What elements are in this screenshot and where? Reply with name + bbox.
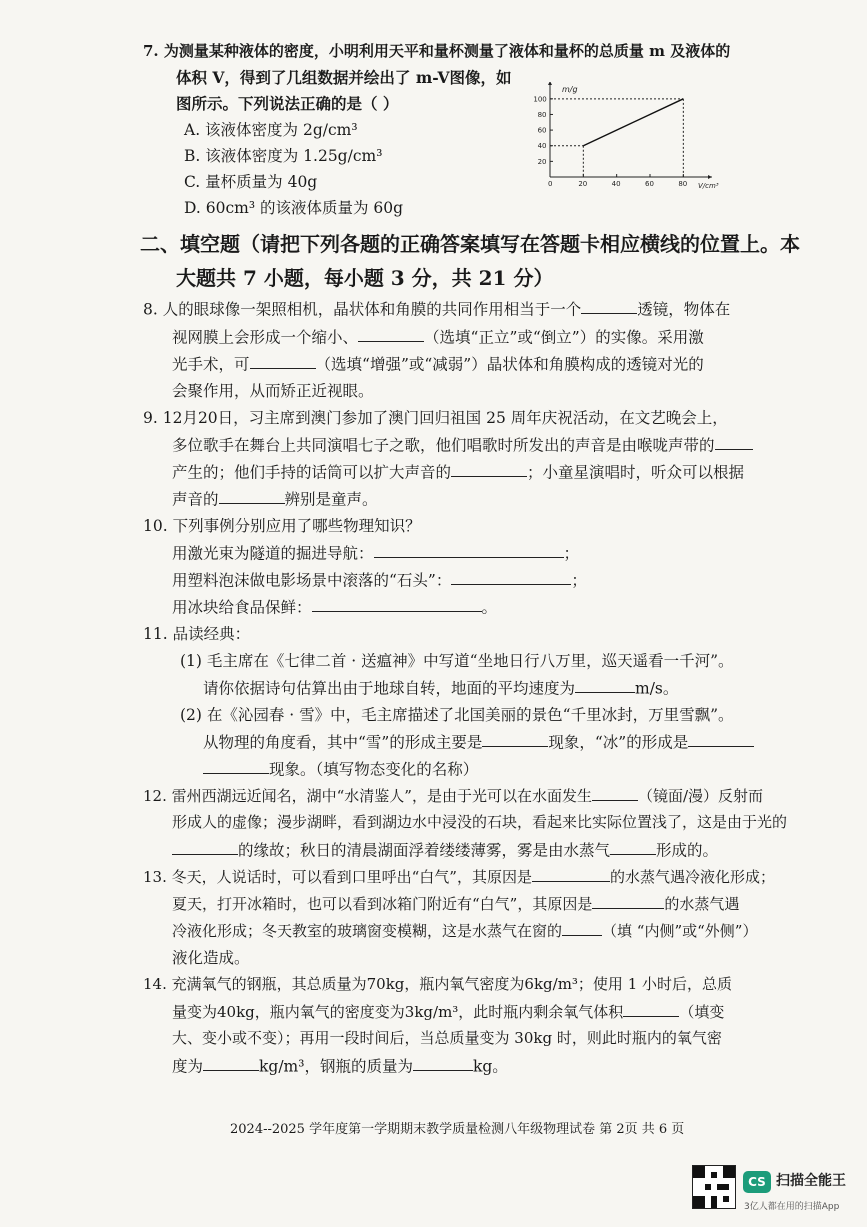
q7-line2: 体积 V，得到了几组数据并绘出了 m-V图像，如 [176,68,512,87]
qr-code [692,1165,736,1209]
y-tick-label: 80 [537,110,547,119]
chart-ticks [533,95,687,188]
q14-line2: 量变为40kg，瓶内氧气的密度变为3kg/m³，此时瓶内剩余氧气体积 （填变 [172,1000,724,1022]
q14-line4: 度为 kg/m³，钢瓶的质量为 kg。 [172,1054,508,1076]
q13-line2: 夏天，打开冰箱时，也可以看到冰箱门附近有“白气”，其原因是 的水蒸气遇 [172,892,739,914]
y-tick-label: 60 [537,126,547,135]
chart-ylabel: m/g [562,85,578,94]
blank [581,297,637,314]
blank [451,460,527,477]
blank [482,730,548,747]
q11-line6: 现象。（填写物态变化的名称） [203,757,478,779]
y-axis-arrow [548,82,552,85]
q12-line3: 的缘故；秋日的清晨湖面浮着缕缕薄雾，雾是由水蒸气 形成的。 [172,838,718,860]
section-2-title: 二、填空题（请把下列各题的正确答案填写在答题卡相应横线的位置上。本 [140,232,800,256]
camscanner-logo: CS [743,1171,771,1193]
blank [451,568,571,585]
x-tick-label: 60 [645,180,654,188]
q8-line4: 会聚作用，从而矫正近视眼。 [172,382,374,400]
blank [575,676,635,693]
q14-line3: 大、变小或不变）；再用一段时间后，当总质量变为 30kg 时，则此时瓶内的氧气密 [172,1029,722,1047]
section-2-subtitle: 大题共 7 小题，每小题 3 分，共 21 分） [176,266,554,290]
q13-line3: 冷液化形成；冬天教室的玻璃窗变模糊，这是水蒸气在窗的 （填 “内侧”或“外侧”） [172,919,757,941]
q7-option-d: D. 60cm³ 的该液体质量为 60g [184,199,404,217]
m-v-chart [528,82,724,200]
x-tick-label: 80 [678,180,688,188]
y-tick-label: 40 [537,142,547,151]
x-tick-label: 0 [548,180,553,188]
scanner-tagline: 3亿人都在用的扫描App [744,1202,840,1212]
blank [358,325,424,342]
scanner-brand: 扫描全能王 [776,1173,846,1189]
blank [250,352,316,369]
q12-line1: 12. 雷州西湖远近闻名，湖中“水清鉴人”，是由于光可以在水面发生 （镜面/漫）反射而 [143,784,763,806]
q11-line4: (2) 在《沁园春 · 雪》中，毛主席描述了北国美丽的景色“千里冰封，万里雪飘”。 [180,706,734,724]
blank [623,1000,679,1017]
blank [219,487,285,504]
q7-option-c: C. 量杯质量为 40g [184,173,318,191]
q13-line1: 13. 冬天，人说话时，可以看到口里呼出“白气”，其原因是 的水蒸气遇冷液化形成； [143,865,775,887]
y-tick-label: 20 [537,157,547,166]
q8-line2: 视网膜上会形成一个缩小、 （选填“正立”或“倒立”）的实像。采用激 [172,325,704,347]
q7-line1: 7. 为测量某种液体的密度，小明利用天平和量杯测量了液体和量杯的总质量 m 及液体的 [143,42,731,60]
blank [172,838,238,855]
q11-line1: 11. 品读经典： [143,625,251,643]
chart-axes [548,82,712,179]
blank [203,757,269,774]
q11-line5: 从物理的角度看，其中“雪”的形成主要是 现象，“冰”的形成是 [203,730,754,752]
q13-line4: 液化造成。 [172,949,250,967]
blank [532,865,610,882]
blank [562,919,602,936]
blank [413,1054,473,1071]
q10-line4: 用冰块给食品保鲜： 。 [172,595,497,617]
x-tick-label: 20 [578,180,588,188]
y-tick-label: 100 [533,95,547,104]
q9-line2: 多位歌手在舞台上共同演唱七子之歌，他们唱歌时所发出的声音是由喉咙声带的 [172,433,753,455]
q14-line1: 14. 充满氧气的钢瓶，其总质量为70kg，瓶内氧气密度为6kg/m³；使用 1 小时后，总质 [143,975,733,993]
q7-option-a: A. 该液体密度为 2g/cm³ [184,121,358,139]
q11-line3: 请你依据诗句估算出由于地球自转，地面的平均速度为 m/s。 [203,676,678,698]
blank [374,541,564,558]
q9-line3: 产生的；他们手持的话筒可以扩大声音的 ；小童星演唱时，听众可以根据 [172,460,744,482]
chart-marks [550,99,683,177]
page-footer: 2024--2025 学年度第一学期期末教学质量检测八年级物理试卷 第 2页 共 6 页 [230,1122,685,1137]
q10-line3: 用塑料泡沫做电影场景中滚落的“石头”： ； [172,568,587,590]
q8-line1: 8. 人的眼球像一架照相机，晶状体和角膜的共同作用相当于一个 透镜，物体在 [143,297,730,319]
blank [688,730,754,747]
blank [203,1054,259,1071]
q9-line1: 9. 12月20日，习主席到澳门参加了澳门回归祖国 25 周年庆祝活动，在文艺晚会上， [143,409,728,427]
blank [592,892,664,909]
x-tick-label: 40 [611,180,621,188]
q9-line4: 声音的 辨别是童声。 [172,487,378,509]
blank [610,838,656,855]
q10-line2: 用激光束为隧道的掘进导航： ； [172,541,579,563]
q8-line3: 光手术，可 （选填“增强”或“减弱”）晶状体和角膜构成的透镜对光的 [172,352,704,374]
x-axis-arrow [708,175,712,179]
q11-line2: (1) 毛主席在《七律二首 · 送瘟神》中写道“坐地日行八万里，巡天遥看一千河”。 [180,652,734,670]
q12-line2: 形成人的虚像；漫步湖畔，看到湖边水中浸没的石块，看起来比实际位置浅了，这是由于光的 [172,813,788,831]
q7-option-b: B. 该液体密度为 1.25g/cm³ [184,147,383,165]
q10-line1: 10. 下列事例分别应用了哪些物理知识？ [143,517,421,535]
series-line [583,99,683,146]
blank [715,433,753,450]
blank [592,784,638,801]
qr-pattern [693,1166,735,1208]
blank [312,595,482,612]
chart-xlabel: V/cm³ [698,182,719,190]
q7-line3: 图所示。下列说法正确的是（ ） [176,94,399,113]
